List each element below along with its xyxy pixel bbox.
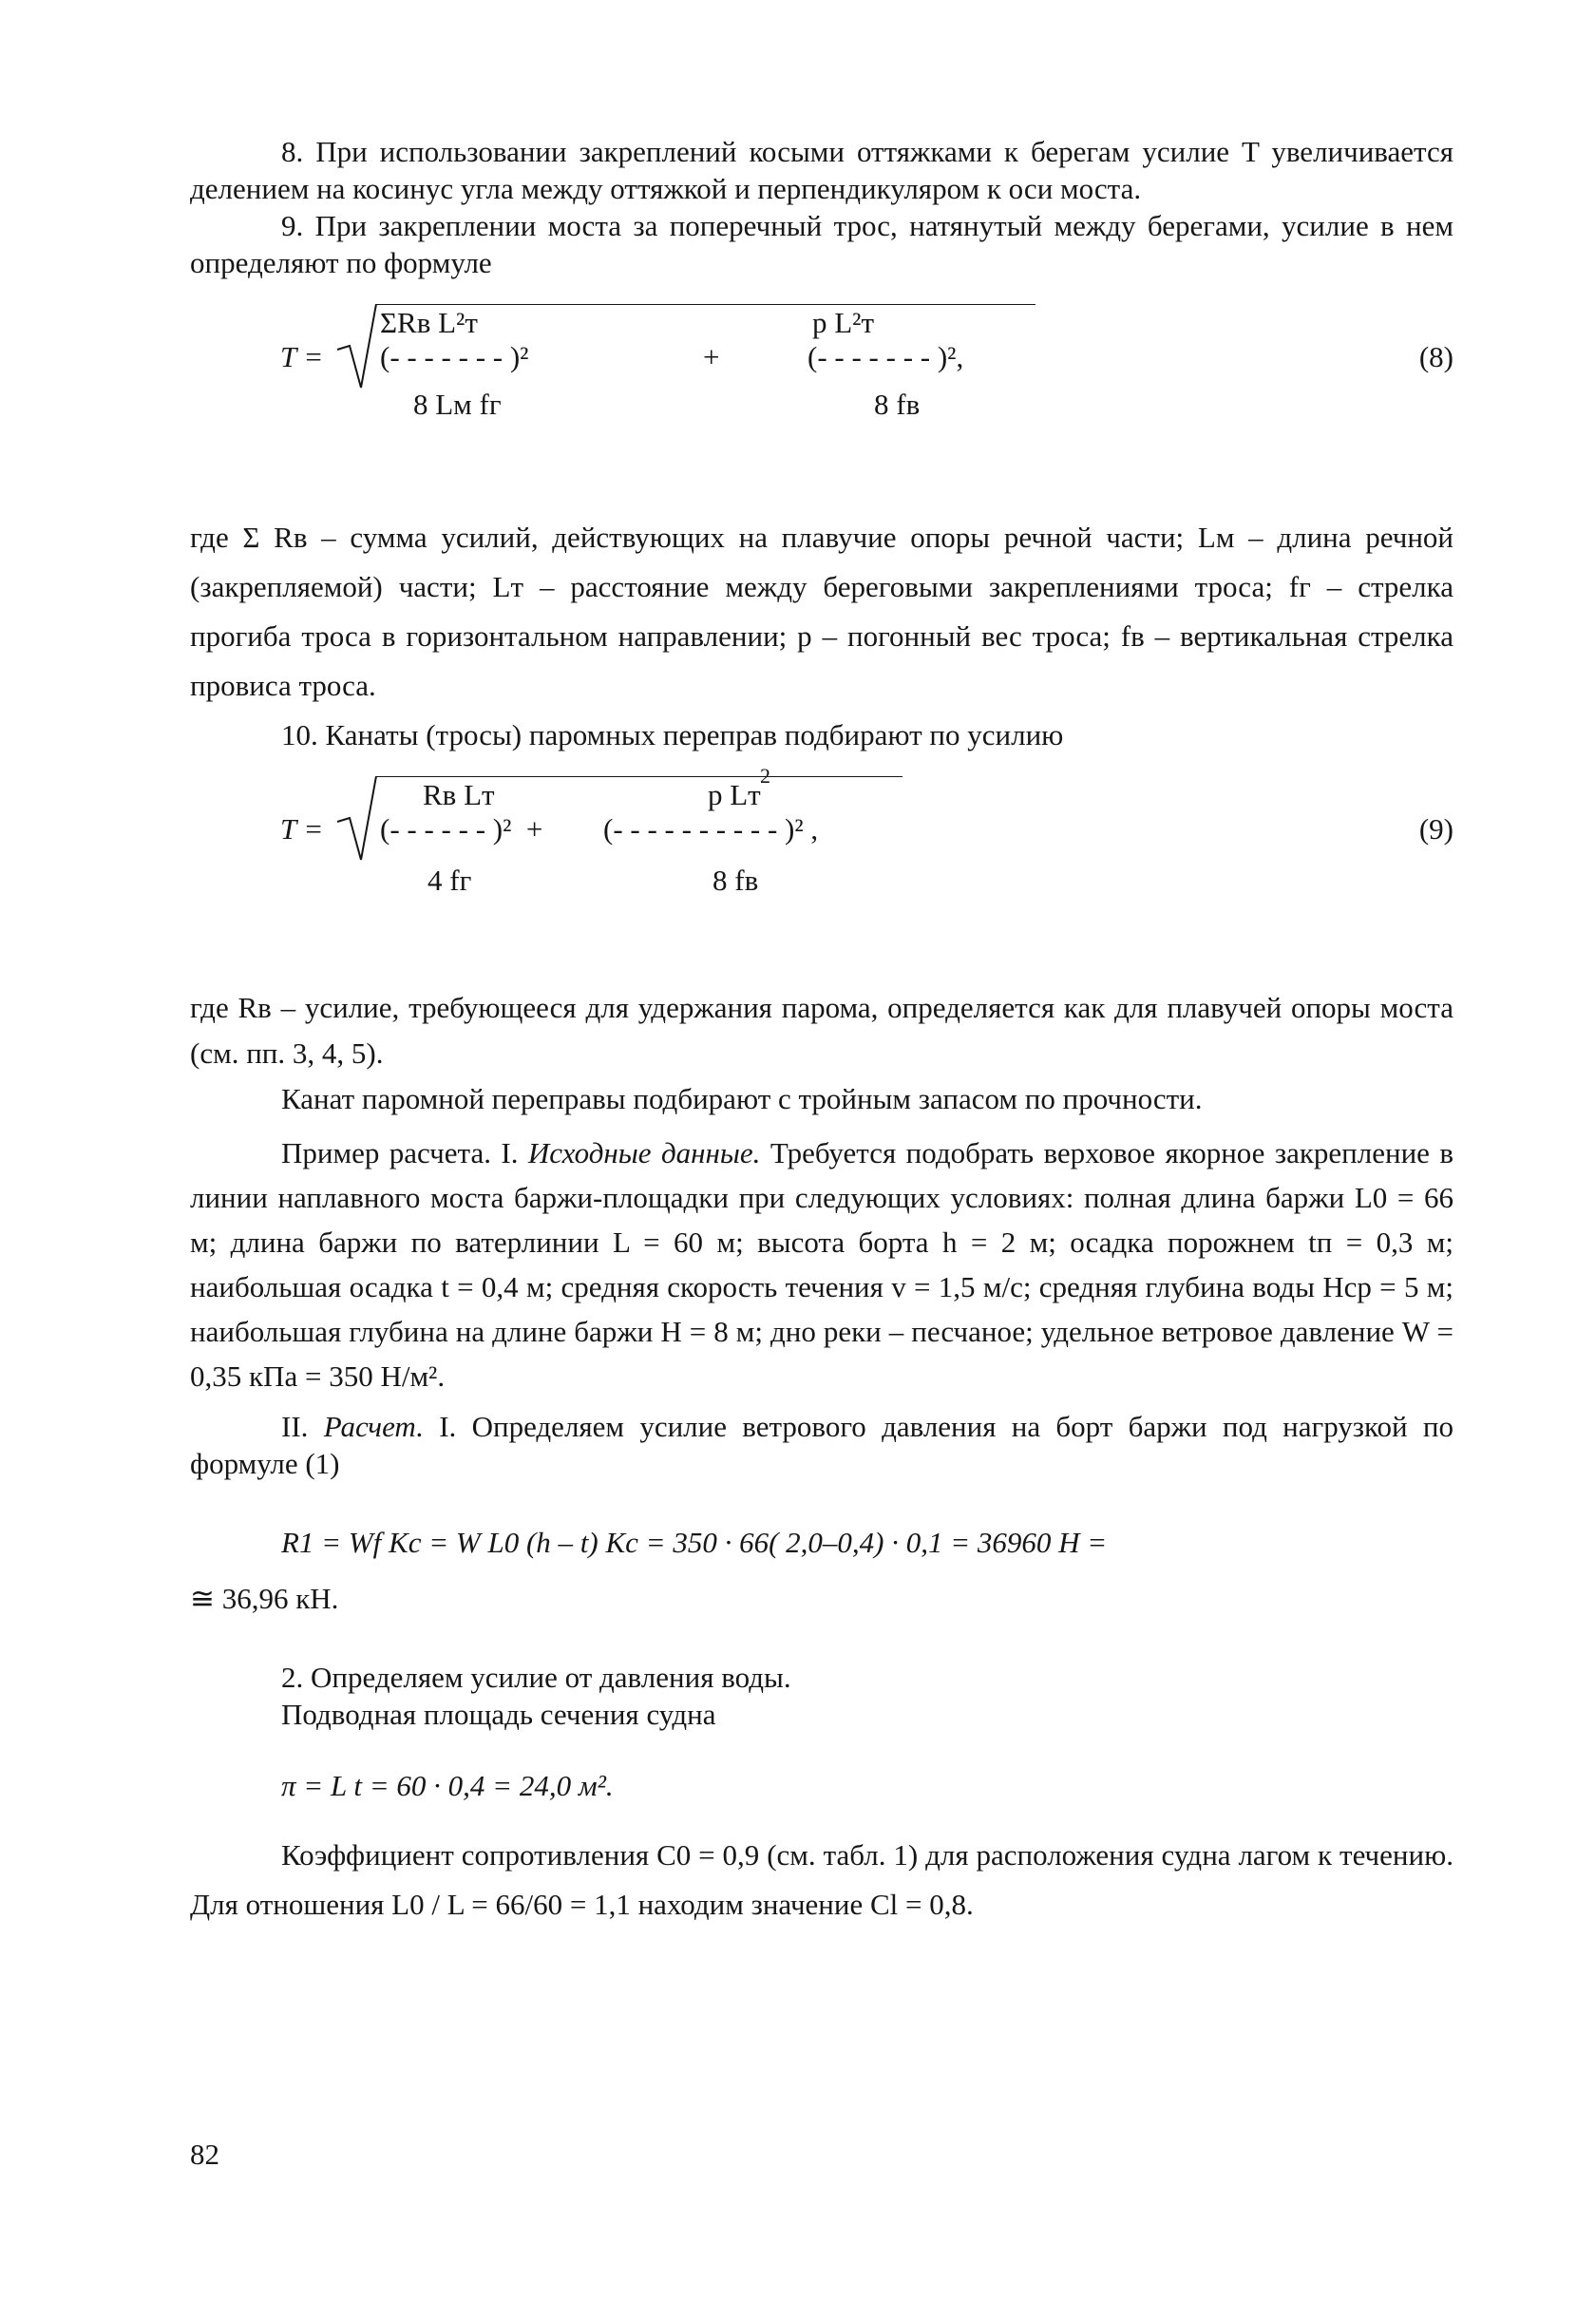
formula-8 xyxy=(190,304,1454,475)
calculation-lead: II. xyxy=(281,1410,309,1443)
formula-9-exponent: 2 xyxy=(760,764,770,788)
formula-9 xyxy=(190,764,1454,947)
example-body: Требуется подобрать верховое якорное закрепление в линии наплавного моста баржи-площадки при следующих условиях: полная длина баржи L0 = 66 м; длина баржи по ватерлинии L = 60 м; высота борта h = 2 м; осадка порожнем tп = 0,3 м; наибольшая осадка t = 0,4 м; средняя скорость течения v = 1,5 м/с; средняя глубина воды Hср = 5 м; наибольшая глубина на длине баржи H = 8 м; дно реки – песчаное; удельное ветровое давление W = 0,35 кПа = 350 Н/м². xyxy=(190,1136,1454,1393)
formula-8-term2-denominator: 8 fв xyxy=(874,388,921,421)
formula-8-term2-numerator: p L²т xyxy=(812,306,875,339)
paragraph-10: 10. Канаты (тросы) паромных переправ подбирают по усилию xyxy=(281,718,1064,751)
equation-submerged-area: π = L t = 60 · 0,4 = 24,0 м². xyxy=(281,1769,614,1802)
formula-8-term2-bracket: (- - - - - - - )², xyxy=(808,340,964,373)
formula-9-term1-denominator: 4 fг xyxy=(428,864,472,897)
formula-8-term1-numerator: ΣRв L²т xyxy=(380,306,478,339)
paragraph-rope-reserve: Канат паромной переправы подбирают с тройным запасом по прочности. xyxy=(281,1082,1203,1115)
formula-8-term1-denominator: 8 Lм fг xyxy=(413,388,502,421)
formula-9-term2-denominator: 8 fв xyxy=(712,864,759,897)
paragraph-water-pressure: 2. Определяем усилие от давления воды. xyxy=(281,1661,791,1694)
paragraph-resistance-coefficient: Коэффициент сопротивления C0 = 0,9 (см. табл. 1) для расположения судна лагом к течению. Для отношения L0 / L = 66/60 = 1,1 находим значение Cl = 0,8. xyxy=(190,1838,1454,1921)
paragraph-example xyxy=(190,1131,1454,1398)
formula-8-number: (8) xyxy=(1418,340,1454,373)
radical-sign-icon xyxy=(190,776,1454,947)
paragraph-9: 9. При закреплении моста за поперечный трос, натянутый между берегами, усилие в нем определяют по формуле xyxy=(190,209,1454,279)
equation-wind-force-result: ≅ 36,96 кН. xyxy=(190,1582,339,1615)
formula-8-term1-bracket: (- - - - - - - )² xyxy=(380,340,529,373)
formula-8-plus: + xyxy=(703,340,720,373)
paragraph-8-definitions: где Σ Rв – сумма усилий, действующих на плавучие опоры речной части; Lм – длина речной (закрепляемой) части; Lт – расстояние между береговыми закреплениями троса; fг – стрелка прогиба троса в горизонтальном направлении; p – погонный вес троса; fв – вертикальная стрелка провиса троса. xyxy=(190,521,1454,702)
formula-9-lhs: T = xyxy=(280,812,324,846)
calculation-body: I. Определяем усилие ветрового давления на борт баржи под нагрузкой по формуле (1) xyxy=(190,1410,1454,1480)
example-lead: Пример расчета. I. xyxy=(281,1136,519,1169)
formula-9-number: (9) xyxy=(1418,812,1454,846)
formula-9-term1-numerator: Rв Lт xyxy=(423,778,495,811)
formula-9-term2-bracket: (- - - - - - - - - - )² , xyxy=(603,812,819,846)
formula-9-term1-bracket: (- - - - - - )² + xyxy=(380,812,543,846)
page-number: 82 xyxy=(190,2138,219,2171)
paragraph-9-definitions: где Rв – усилие, требующееся для удержания парома, определяется как для плавучей опоры моста (см. пп. 3, 4, 5). xyxy=(190,991,1454,1070)
paragraph-submerged-area: Подводная площадь сечения судна xyxy=(281,1698,716,1731)
paragraph-8: 8. При использовании закреплений косыми оттяжками к берегам усилие T увеличивается делением на косинус угла между оттяжкой и перпендикуляром к оси моста. xyxy=(190,135,1454,205)
equation-wind-force: R1 = Wf Kс = W L0 (h – t) Kс = 350 · 66( 2,0–0,4) · 0,1 = 36960 Н = xyxy=(281,1526,1108,1559)
spacer xyxy=(190,1617,1454,1640)
formula-9-term2-numerator: p Lт xyxy=(708,778,761,811)
document-page xyxy=(190,133,1454,1929)
formula-8-lhs: T = xyxy=(280,340,324,373)
paragraph-calculation xyxy=(190,1408,1454,1482)
calculation-heading: Расчет. xyxy=(323,1410,424,1443)
example-initial-data-heading: Исходные данные. xyxy=(527,1136,761,1169)
